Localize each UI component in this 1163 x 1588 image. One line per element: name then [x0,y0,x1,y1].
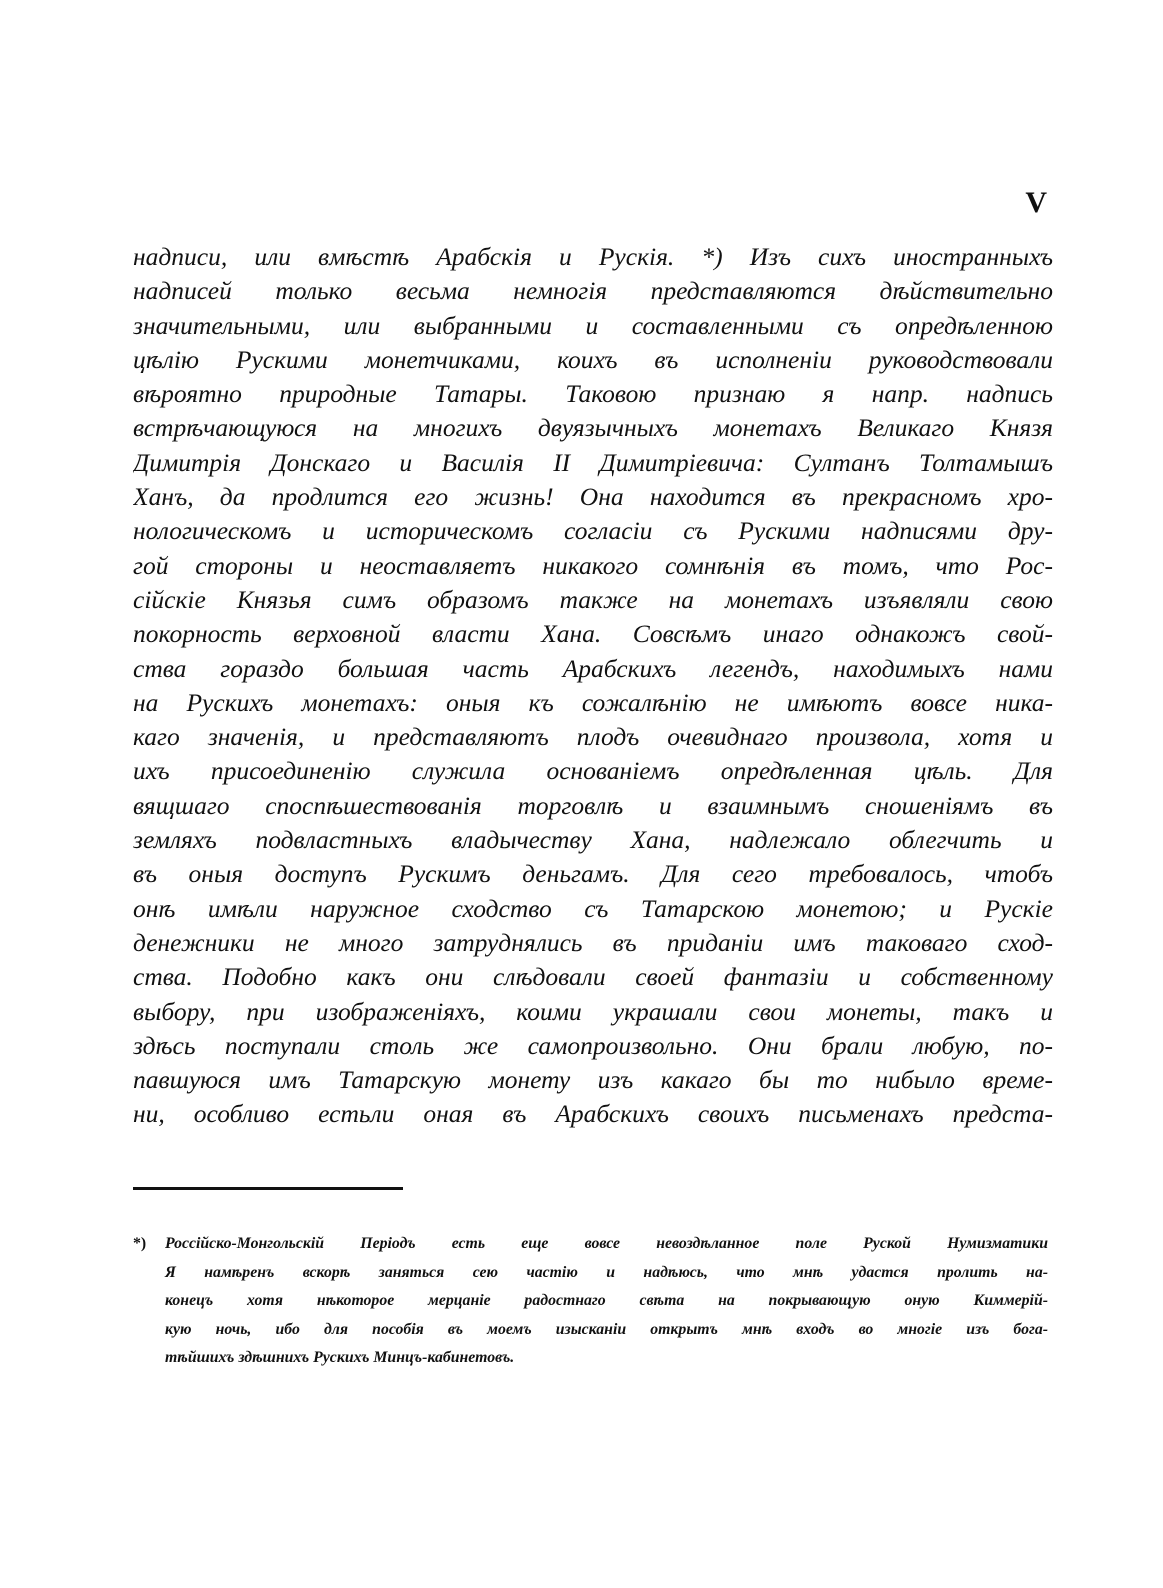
text-line: Ханъ, да продлится его жизнь! Она находится въ прекрасномъ хро- [133,482,1053,512]
footnote-line [133,1230,1048,1259]
text-line: значительными, или выбранными и составленными съ опредѣленною [133,310,1053,340]
text-line: въ оныя доступъ Рускимъ деньгамъ. Для сего требовалось, чтобъ [133,859,1053,889]
text-line: ихъ присоединенію служила основаніемъ опредѣленная цѣль. Для [133,756,1053,786]
footnote-line: кую ночь, ибо для пособія въ моемъ изысканіи открытъ мнѣ входъ во многіе изъ бога- [165,1320,1048,1338]
footnote-divider [133,1187,403,1190]
text-line: здѣсь поступали столь же самопроизвольно. Они брали любую, по- [133,1030,1053,1060]
footnote-line: тѣйшихъ здѣшнихъ Рускихъ Минцъ-кабинетовъ. [165,1349,515,1366]
text-line: вѣроятно природные Татары. Таковою признаю я напр. надпись [133,379,1053,409]
footnote-text: Россійско-Монгольскій Періодъ есть еще вовсе невоздѣланное поле Руской Нумизматики [165,1235,1048,1252]
text-line: выбору, при изображеніяхъ, коими украшали свои монеты, такъ и [133,996,1053,1026]
footnote-line: Я намѣренъ вскорѣ заняться сею частію и надѣюсь, что мнѣ удастся пролить на- [165,1263,1048,1281]
text-line: ства. Подобно какъ они слѣдовали своей фантазіи и собственному [133,962,1053,992]
text-line: ства гораздо большая часть Арабскихъ легендъ, находимыхъ нами [133,653,1053,683]
page-number: V [1025,186,1047,219]
text-line: надписей только весьма немногія представляются дѣйствительно [133,276,1053,306]
text-line: денежники не много затруднялись въ приданіи имъ таковаго сход- [133,927,1053,957]
text-line: ни, особливо естьли оная въ Арабскихъ своихъ письменахъ предста- [133,1099,1053,1129]
text-line: земляхъ подвластныхъ владычеству Хана, надлежало облегчить и [133,825,1053,855]
text-line: встрѣчающуюся на многихъ двуязычныхъ монетахъ Великаго Князя [133,413,1053,443]
footnote-line: конецъ хотя нѣкоторое мерцаніе радостнаго свѣта на покрывающую оную Киммерій- [165,1292,1048,1309]
text-line: каго значенія, и представляютъ плодъ очевиднаго произвола, хотя и [133,722,1053,752]
text-line: покорность верховной власти Хана. Совсѣмъ инаго однакожъ свой- [133,619,1053,649]
text-line: надписи, или вмѣстѣ Арабскія и Рускія. *) Изъ сихъ иностранныхъ [133,242,1053,271]
text-line: цѣлію Рускими монетчиками, коихъ въ исполненіи руководствовали [133,344,1053,374]
text-line: нологическомъ и историческомъ согласіи съ Рускими надписями дру- [133,516,1053,546]
text-line: гой стороны и неоставляетъ никакого сомнѣнія въ томъ, что Рос- [133,550,1053,580]
footnote-block [133,1230,1048,1373]
text-line: Димитрія Донскаго и Василія II Димитріевича: Султанъ Толтамышъ [133,447,1053,477]
text-line: вящшаго споспѣшествованія торговлѣ и взаимнымъ сношеніямъ въ [133,790,1053,820]
footnote-marker: *) [133,1235,147,1252]
text-line: на Рускихъ монетахъ: оныя къ сожалѣнію не имѣютъ вовсе ника- [133,687,1053,717]
text-line: онѣ имѣли наружное сходство съ Татарскою монетою; и Рускіе [133,893,1053,923]
main-text-block [133,240,1053,1132]
text-line: сійскіе Князья симъ образомъ также на монетахъ изъявляли свою [133,584,1053,614]
text-line: павшуюся имъ Татарскую монету изъ какаго бы то нибыло време- [133,1065,1053,1095]
